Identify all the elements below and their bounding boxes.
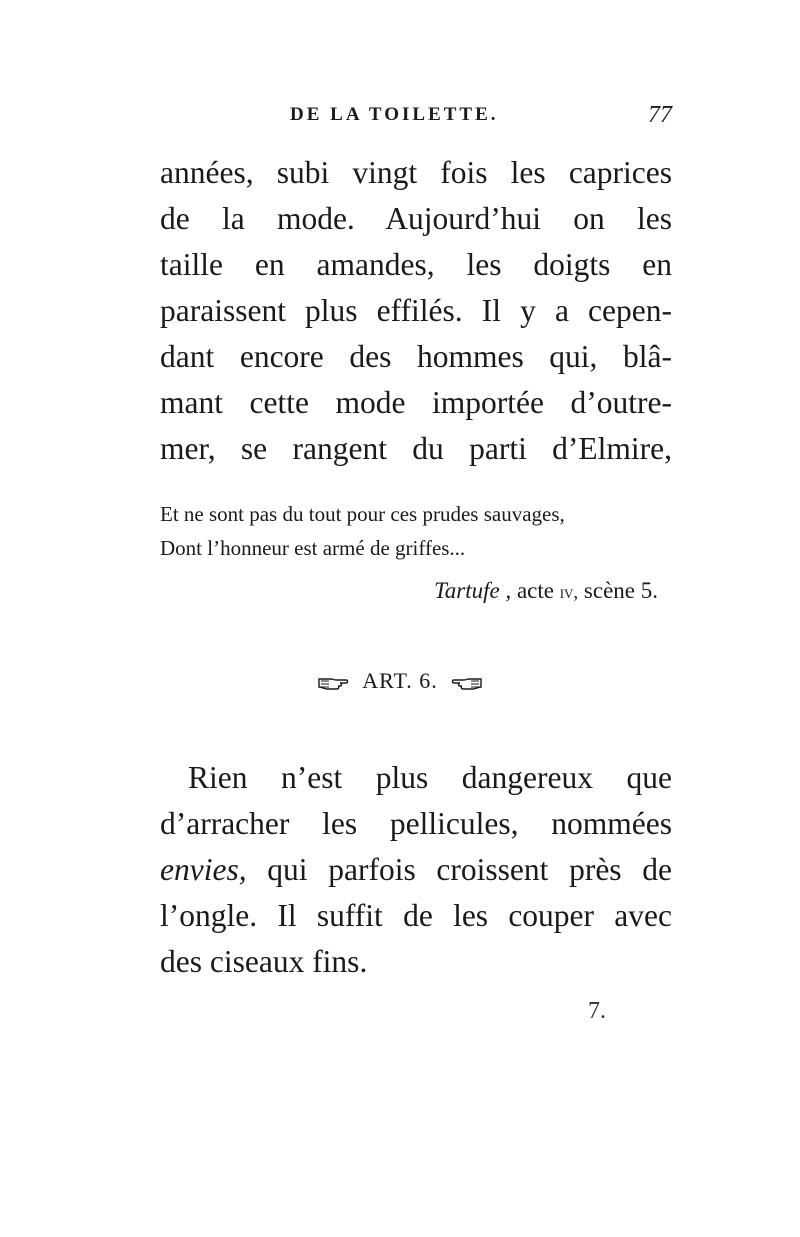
act-number: iv, [559,582,579,603]
verse-quotation [160,497,672,565]
running-title: DE LA TOILETTE. [290,104,499,125]
text-line: taille en amandes, les doigts en [160,247,672,282]
scene-label: scène 5. [583,578,658,603]
paragraph-article-6 [160,755,672,985]
text-line: mer, se rangent du parti d’Elmire, [160,431,672,466]
text-line: mant cette mode importée d’outre- [160,385,672,420]
act-label: acte [516,578,554,603]
text-line: des ciseaux fins. [160,944,368,979]
work-title: Tartufe , [434,578,512,603]
paragraph-continued [160,150,672,472]
pointing-hand-right-icon [318,674,352,692]
italic-term: envies, [160,852,247,887]
section-label: ART. 6. [362,668,438,693]
verse-line: Dont l’honneur est armé de griffes... [160,536,466,560]
text-line: l’ongle. Il suffit de les couper avec [160,898,672,933]
pointing-hand-left-icon [448,674,482,692]
text-line: de la mode. Aujourd’hui on les [160,201,672,236]
verse-line: Et ne sont pas du tout pour ces prudes sauvages, [160,502,565,526]
text-span: qui parfois croissent près de [246,852,672,887]
text-line: années, subi vingt fois les caprices [160,155,672,190]
text-line: paraissent plus effilés. Il y a cepen- [160,293,672,328]
quotation-attribution [434,578,658,604]
signature-mark: 7. [588,998,606,1024]
section-heading [0,668,800,694]
page-number: 77 [648,102,672,128]
text-line: dant encore des hommes qui, blâ- [160,339,672,374]
text-line: Rien n’est plus dangereux que [188,760,672,795]
text-line [160,847,672,893]
text-line: d’arracher les pellicules, nommées [160,806,672,841]
running-head [160,104,672,134]
